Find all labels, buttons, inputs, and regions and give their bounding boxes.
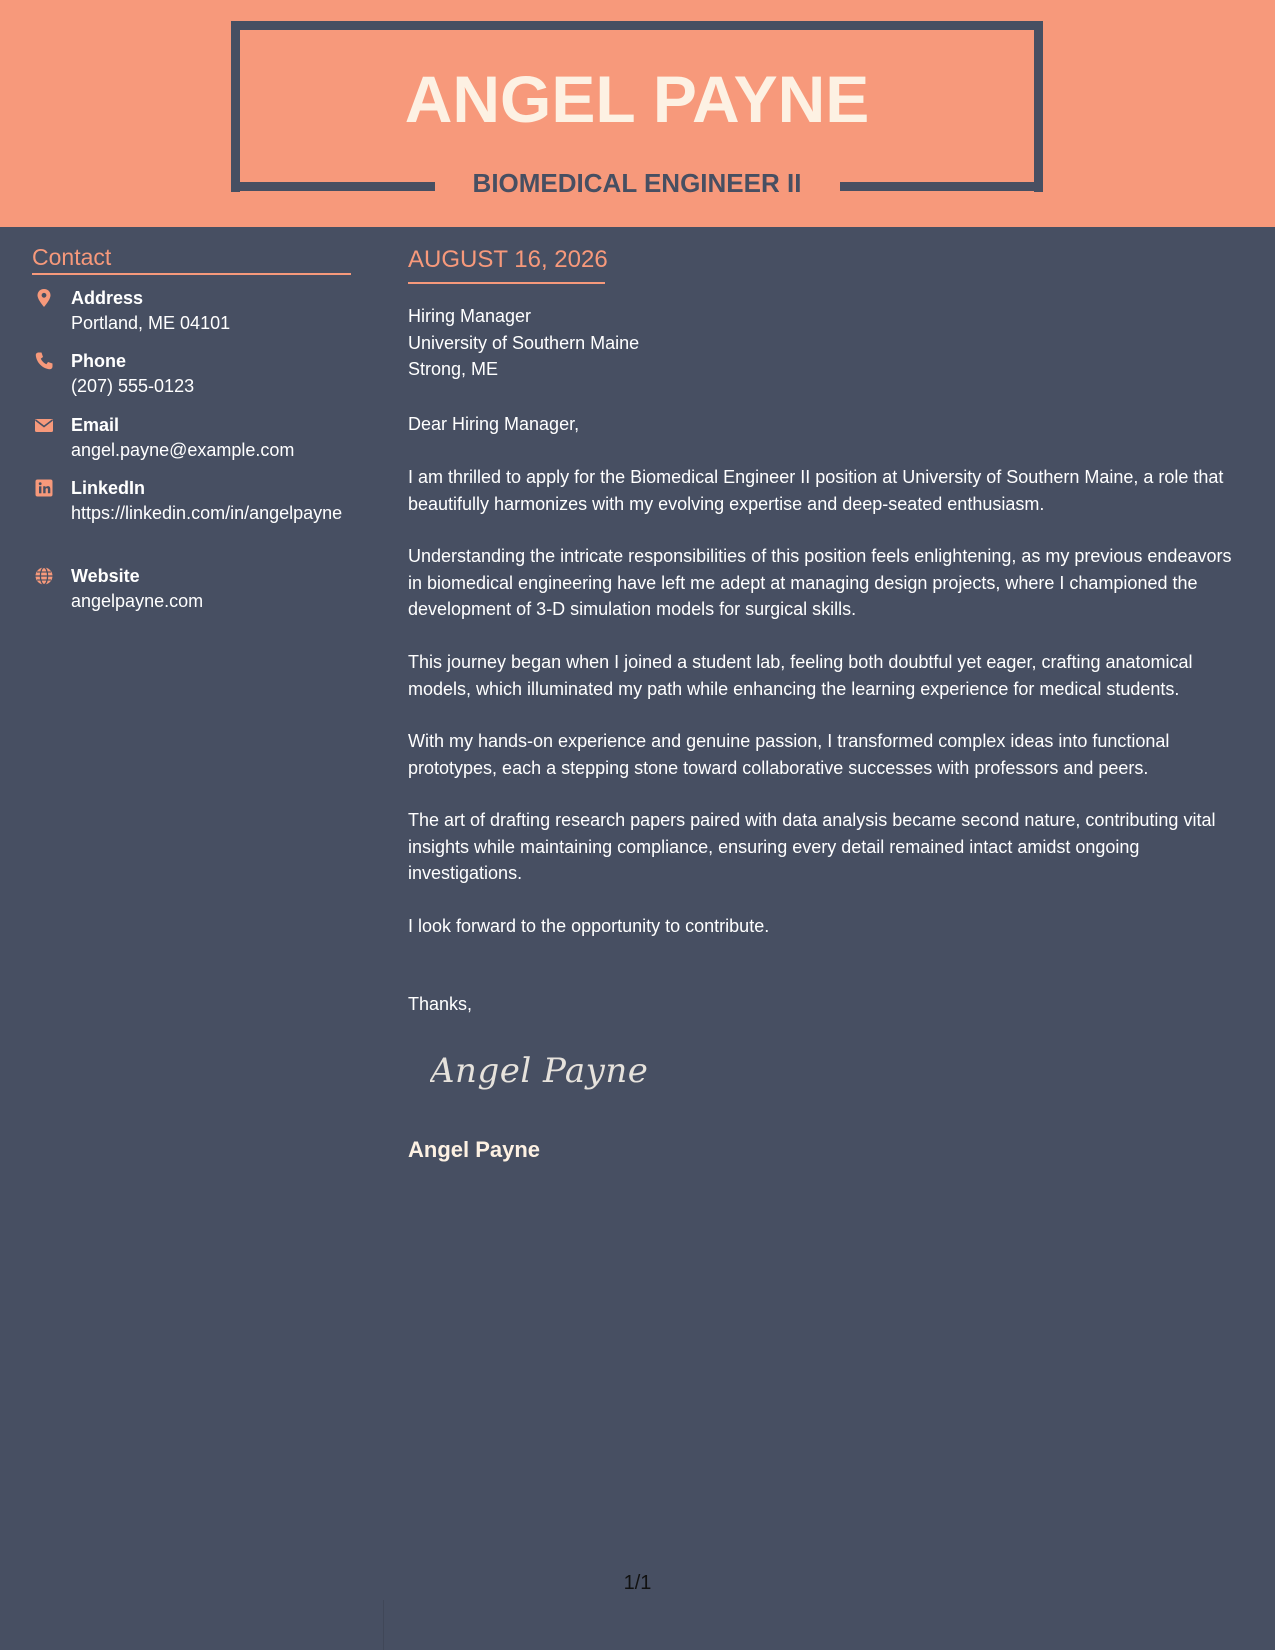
body-paragraph: With my hands-on experience and genuine passion, I transformed complex ideas into functional prototypes, each a stepping stone toward collaborative successes with professors and peers. <box>408 731 1170 778</box>
recipient-line: Hiring Manager <box>408 306 532 326</box>
contact-value: Portland, ME 04101 <box>71 313 231 333</box>
page-number: 1/1 <box>623 1572 652 1594</box>
date-underline <box>408 282 605 284</box>
job-title: BIOMEDICAL ENGINEER II <box>472 168 802 198</box>
contact-label: Phone <box>71 351 127 371</box>
contact-value: (207) 555-0123 <box>71 376 195 396</box>
body-paragraph: I look forward to the opportunity to contribute. <box>408 916 770 936</box>
body-paragraph: The art of drafting research papers paired with data analysis became second nature, contributing vital insights while maintaining compliance, ensuring every detail remained intact amidst ongoing investigations. <box>408 810 1216 883</box>
phone-icon <box>34 351 54 371</box>
linkedin-icon <box>34 478 54 498</box>
handwritten-signature <box>430 1040 670 1100</box>
envelope-icon <box>34 415 54 435</box>
column-divider <box>383 1600 384 1650</box>
letter-date: AUGUST 16, 2026 <box>408 246 608 273</box>
body-paragraph: This journey began when I joined a student lab, feeling both doubtful yet eager, crafting anatomical models, which illuminated my path while enhancing the learning experience for medical students. <box>408 652 1193 699</box>
signature-text: Angel Payne <box>430 1051 649 1091</box>
contact-label: Email <box>71 415 120 435</box>
signer-name: Angel Payne <box>408 1137 541 1162</box>
body-paragraph: Understanding the intricate responsibilities of this position feels enlightening, as my previous endeavors in biomedical engineering have left me adept at managing design projects, where I championed the development of 3-D simulation models for surgical skills. <box>408 546 1232 619</box>
map-pin-icon <box>34 288 54 308</box>
contact-value: angel.payne@example.com <box>71 440 295 460</box>
recipient-line: Strong, ME <box>408 359 499 379</box>
contact-value[interactable]: angelpayne.com <box>71 591 204 611</box>
contact-label: LinkedIn <box>71 478 146 498</box>
recipient-line: University of Southern Maine <box>408 332 640 353</box>
globe-icon <box>34 566 54 586</box>
contact-value[interactable]: https://linkedin.com/in/angelpayne <box>71 503 343 523</box>
contact-label: Website <box>71 566 140 586</box>
applicant-name: ANGEL PAYNE <box>404 62 870 136</box>
salutation: Dear Hiring Manager, <box>408 414 580 434</box>
recipient-block <box>408 303 1228 383</box>
contact-label: Address <box>71 288 144 308</box>
contact-heading: Contact <box>32 244 112 270</box>
contact-divider <box>32 273 351 275</box>
body-paragraph: I am thrilled to apply for the Biomedical Engineer II position at University of Southern Maine, a role that beautifully harmonizes with my evolving expertise and deep-seated enthusiasm. <box>408 467 1224 514</box>
closing: Thanks, <box>408 994 473 1014</box>
